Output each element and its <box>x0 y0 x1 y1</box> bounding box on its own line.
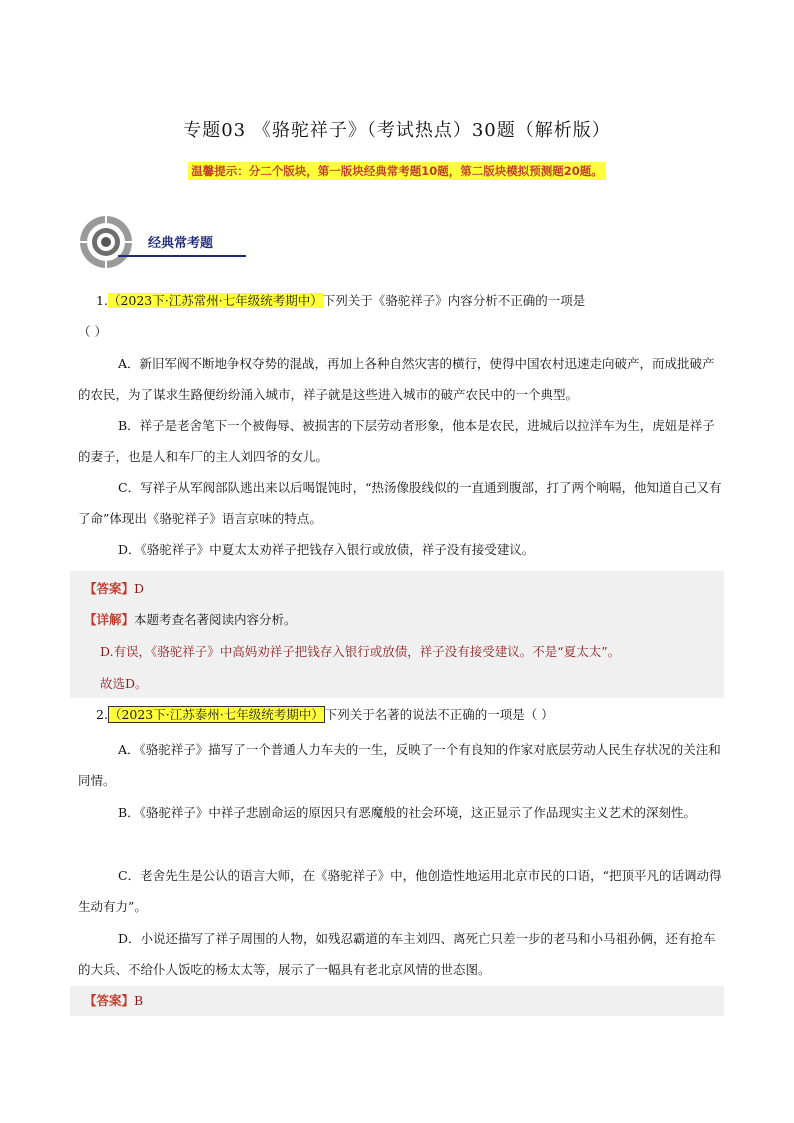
answer-box <box>70 571 724 698</box>
detail-label: 【详解】 <box>84 612 135 627</box>
option-d: D．《骆驼祥子》中夏太太劝祥子把钱存入银行或放债，祥子没有接受建议。 <box>118 542 535 557</box>
question-source: （2023下·江苏泰州·七年级统考期中） <box>108 707 324 722</box>
option-c: C．老舍先生是公认的语言大师，在《骆驼祥子》中，他创造性地运用北京市民的口语，“把顶平凡的话调动得生动有力”。 <box>78 868 722 914</box>
question-1 <box>78 291 728 311</box>
option-b: B．祥子是老舍笔下一个被侮辱、被损害的下层劳动者形象，他本是农民，进城后以拉洋车为生，虎妞是祥子的妻子，也是人和车厂的主人刘四爷的女儿。 <box>78 418 715 464</box>
section-header <box>78 214 248 274</box>
document-title: 专题03 《骆驼祥子》（考试热点）30题（解析版） <box>183 120 611 141</box>
answer-label: 【答案】 <box>84 993 135 1008</box>
section-title: 经典常考题 <box>148 236 214 251</box>
tip-text: 温馨提示：分二个版块，第一版块经典常考题10题，第二版块模拟预测题20题。 <box>188 162 606 180</box>
answer-value: B <box>134 993 144 1008</box>
detail-line <box>84 610 297 630</box>
section-underline <box>118 255 246 257</box>
option-a: A．新旧军阀不断地争权夺势的混战，再加上各种自然灾害的横行，使得中国农村迅速走向破产，而成批破产的农民，为了谋求生路便纷纷涌入城市，祥子就是这些进入城市的破产农民中的一个典型。 <box>78 356 715 402</box>
question-source: （2023下·江苏常州·七年级统考期中） <box>107 293 323 308</box>
question-number: 1. <box>96 293 108 308</box>
question-stem: 下列关于《骆驼祥子》内容分析不正确的一项是 <box>322 293 586 308</box>
question-number: 2. <box>96 707 108 722</box>
option-c: C．写祥子从军阀部队逃出来以后喝馄饨时，“热汤像股线似的一直通到腹部，打了两个响嗝，他知道自己又有了命”体现出《骆驼祥子》语言京味的特点。 <box>78 480 722 526</box>
question-bracket: （ ） <box>78 324 107 339</box>
detail-explanation: D.有误，《骆驼祥子》中高妈劝祥子把钱存入银行或放债，祥子没有接受建议。不是“夏太太”。 <box>100 644 621 659</box>
detail-conclusion: 故选D。 <box>100 676 148 691</box>
option-a: A．《骆驼祥子》描写了一个普通人力车夫的一生，反映了一个有良知的作家对底层劳动人民生存状况的关注和同情。 <box>78 742 721 788</box>
answer-line <box>84 579 144 599</box>
target-icon <box>78 214 134 270</box>
answer-label: 【答案】 <box>84 581 135 596</box>
answer-value: D <box>134 581 145 596</box>
tip-banner <box>0 160 794 179</box>
answer-box <box>70 986 724 1016</box>
question-stem: 下列关于名著的说法不正确的一项是（ ） <box>324 707 554 722</box>
question-2 <box>78 705 728 725</box>
answer-line <box>84 991 143 1011</box>
detail-text: 本题考查名著阅读内容分析。 <box>134 612 297 627</box>
option-d: D．小说还描写了祥子周围的人物，如残忍霸道的车主刘四、离死亡只差一步的老马和小马祖孙俩，还有抢车的大兵、不给仆人饭吃的杨太太等，展示了一幅具有老北京风情的世态图。 <box>78 931 716 977</box>
option-b: B．《骆驼祥子》中祥子悲剧命运的原因只有恶魔般的社会环境，这正显示了作品现实主义艺术的深刻性。 <box>118 805 696 820</box>
